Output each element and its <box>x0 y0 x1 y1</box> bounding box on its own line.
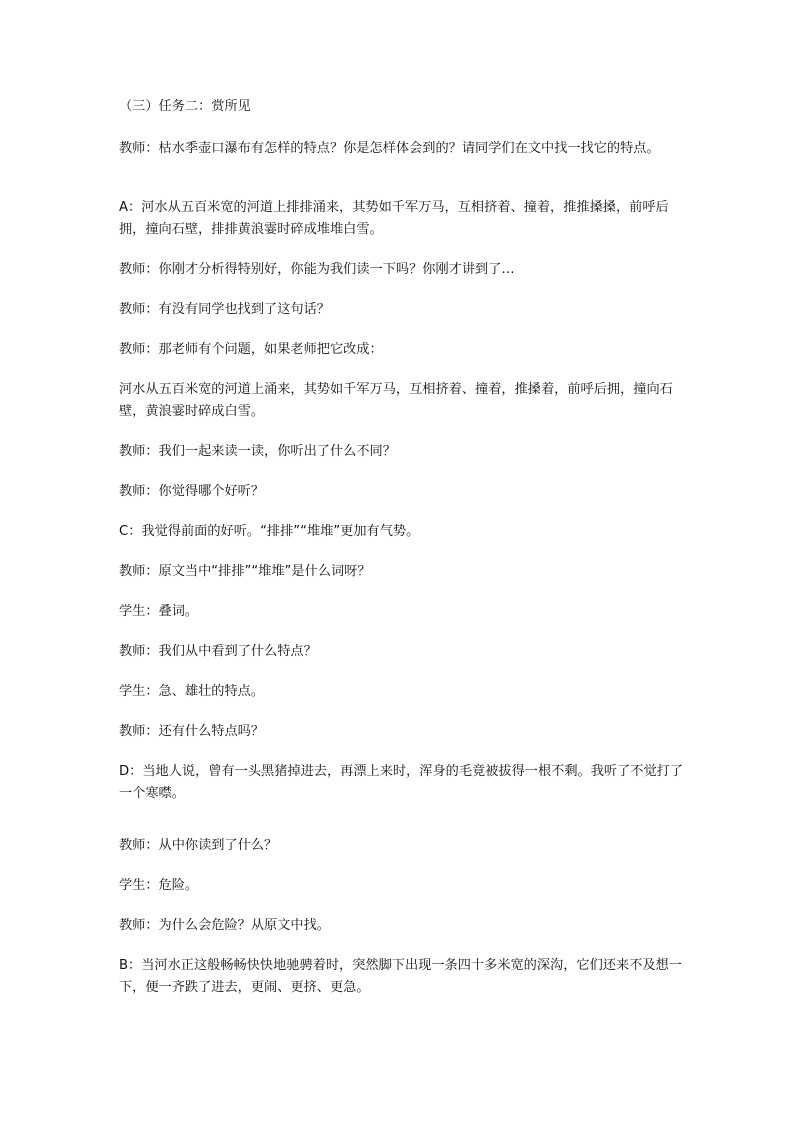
teacher-line: 教师：你觉得哪个好听？ <box>119 484 265 499</box>
student-line: 学生：急、雄壮的特点。 <box>119 684 265 699</box>
student-line: 学生：叠词。 <box>119 604 199 619</box>
teacher-line: 教师：你刚才分析得特别好，你能为我们读一下吗？你刚才讲到了… <box>119 262 515 277</box>
student-a-answer: A：河水从五百米宽的河道上排排涌来，其势如千军万马，互相挤着、撞着，推推搡搡，前呼后拥，撞向石壁，排排黄浪霎时碎成堆堆白雪。 <box>119 200 669 237</box>
modified-sentence: 河水从五百米宽的河道上涌来，其势如千军万马，互相挤着、撞着，推搡着，前呼后拥，撞向石壁，黄浪霎时碎成白雪。 <box>119 382 673 419</box>
student-d-answer: D：当地人说，曾有一头黑猪掉进去，再漂上来时，浑身的毛竟被拔得一根不剩。我听了不觉打了一个寒噤。 <box>119 764 684 801</box>
teacher-line: 教师：还有什么特点吗？ <box>119 724 265 739</box>
teacher-line: 教师：原文当中“排排”“堆堆”是什么词呀？ <box>119 564 371 579</box>
section-heading: （三）任务二：赏所见 <box>119 99 251 114</box>
student-line: 学生：危险。 <box>119 878 199 893</box>
teacher-line: 教师：从中你读到了什么？ <box>119 838 278 853</box>
student-b-answer: B：当河水正这般畅畅快快地驰骋着时，突然脚下出现一条四十多米宽的深沟，它们还来不及想一下，便一齐跌了进去，更闹、更挤、更急。 <box>119 958 682 995</box>
teacher-line: 教师：我们一起来读一读，你听出了什么不同？ <box>119 444 396 459</box>
teacher-line: 教师：为什么会危险？从原文中找。 <box>119 918 330 933</box>
teacher-line: 教师：我们从中看到了什么特点？ <box>119 644 317 659</box>
teacher-line: 教师：那老师有个问题，如果老师把它改成： <box>119 342 383 357</box>
teacher-line: 教师：有没有同学也找到了这句话？ <box>119 302 330 317</box>
student-c-answer: C：我觉得前面的好听。“排排”“堆堆”更加有气势。 <box>119 524 420 539</box>
teacher-question: 教师：枯水季壶口瀑布有怎样的特点？你是怎样体会到的？请同学们在文中找一找它的特点。 <box>119 141 660 156</box>
